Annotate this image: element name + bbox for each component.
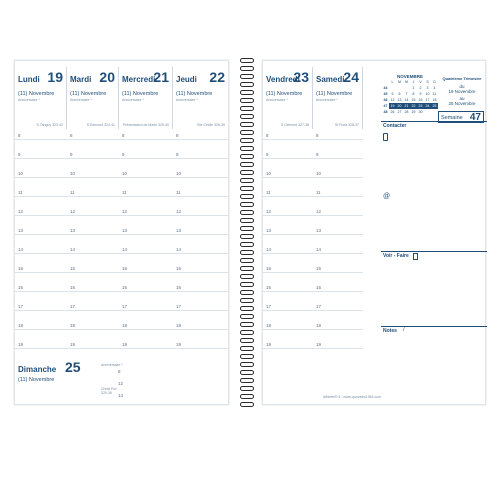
week-number: 47 [469,112,481,123]
hour-label: 11 [122,190,127,195]
todo-section-label: Voir - Faire [383,253,409,259]
spiral-coil [240,394,254,399]
hour-label: 9 [70,152,73,157]
hour-label: 13 [176,228,182,233]
spiral-coil [240,202,254,207]
mini-day: 24 [425,104,430,108]
day-name: Jeudi [176,75,197,84]
trimester-du: du [459,84,465,89]
hour-label: 11 [266,190,271,195]
hour-label: 10 [316,171,322,176]
spiral-coil [240,378,254,383]
day-name: Lundi [18,75,40,84]
day-number: 22 [209,69,225,85]
anniversary-label: Anniversaire * [122,98,144,102]
hour-line [15,196,228,197]
spiral-coil [240,250,254,255]
day-header-wednesday [119,67,173,129]
mini-week-number: 46 [383,98,388,102]
mini-day: 27 [397,110,402,114]
hour-line [263,310,363,311]
hour-label: 12 [70,209,76,214]
hour-label: 10 [266,171,272,176]
day-header-saturday [313,67,363,129]
hour-label: 14 [266,247,272,252]
notes-section-label: Notes [383,328,397,334]
hour-label: 12 [118,381,124,386]
saint-label: S.Clément 327-38 [280,123,309,127]
hour-label: 12 [176,209,182,214]
mini-day: 21 [404,104,409,108]
hour-label: 17 [316,304,322,309]
hour-line [263,291,363,292]
hour-label: 18 [266,323,272,328]
mini-day: 18 [432,98,437,102]
mini-day: 2 [419,86,422,90]
hour-label: 19 [70,342,76,347]
mini-day: 16 [418,98,423,102]
mini-weekday: V [419,80,422,84]
hour-label: 18 [70,323,76,328]
hour-label: 14 [316,247,322,252]
spiral-coil [240,314,254,319]
hour-label: 14 [18,247,24,252]
hour-label: 9 [176,152,179,157]
spiral-coil [240,218,254,223]
hour-label: 16 [316,285,322,290]
spiral-coil [240,130,254,135]
hour-label: 10 [70,171,76,176]
spiral-coil [240,330,254,335]
mini-day: 3 [426,86,429,90]
hour-label: 11 [176,190,181,195]
hour-label: 18 [176,323,182,328]
spiral-coil [240,170,254,175]
spiral-coil [240,290,254,295]
mini-day: 15 [411,98,416,102]
spiral-coil [240,282,254,287]
hour-line [263,177,363,178]
day-block-sunday [15,359,115,404]
hour-label: 9 [18,152,21,157]
hour-label: 8 [70,133,73,138]
day-number: 19 [47,69,63,85]
hour-label: 15 [176,266,182,271]
spiral-coil [240,178,254,183]
mini-day: 23 [418,104,423,108]
mini-day: 30 [418,110,423,114]
day-number: 20 [99,69,115,85]
clipboard-icon [413,253,418,260]
mini-day: 26 [390,110,395,114]
day-name: Dimanche [18,365,57,374]
trimester-title: Quatrième Trimestre [442,76,482,81]
hour-label: 16 [18,285,24,290]
hour-label: 9 [122,152,125,157]
mini-weekday: D [433,80,436,84]
hour-label: 15 [316,266,322,271]
trimester-end: 25 Novembre [448,101,476,106]
mini-day: 10 [425,92,430,96]
hour-label: 16 [70,285,76,290]
hour-label: 16 [266,285,272,290]
hour-line [263,272,363,273]
hour-line [263,196,363,197]
hour-line [263,329,363,330]
trimester-start: 19 Novembre [448,89,476,94]
mini-day [431,109,438,115]
spiral-coil [240,226,254,231]
hour-line [15,272,228,273]
spiral-coil [240,58,254,63]
spiral-coil [240,234,254,239]
mini-day: 4 [433,86,436,90]
hour-line [15,310,228,311]
hour-label: 8 [266,133,269,138]
hour-label: 16 [176,285,182,290]
spiral-coil [240,306,254,311]
spiral-coil [240,338,254,343]
day-name: Mercredi [122,75,156,84]
mini-day: 5 [391,92,394,96]
hour-line [15,348,228,349]
spiral-coil [240,362,254,367]
spiral-coil [240,346,254,351]
hour-label: 14 [176,247,182,252]
hour-label: 17 [122,304,128,309]
mini-weekday: M [398,80,401,84]
hour-label: 19 [316,342,322,347]
week-label: Semaine [441,115,463,121]
day-name: Vendredi [266,75,300,84]
trimester-block [440,76,484,106]
hour-label: 14 [70,247,76,252]
hour-label: 11 [70,190,75,195]
hour-label: 16 [122,285,128,290]
spiral-coil [240,258,254,263]
saint-label: S.Edmond 324-41 [86,123,115,127]
mini-day [424,109,431,115]
mini-week-number: 48 [383,110,388,114]
saint-label: S.Tanguy 323-42 [36,123,63,127]
hour-label: 8 [122,133,125,138]
spiral-coil [240,386,254,391]
spiral-coil [240,210,254,215]
hour-label: 19 [266,342,272,347]
hour-label: 12 [122,209,128,214]
spiral-coil [240,370,254,375]
hour-label: 12 [266,209,272,214]
hour-label: 15 [18,266,24,271]
hour-label: 8 [118,369,121,374]
mini-day: 9 [419,92,422,96]
hour-label: 8 [316,133,319,138]
day-name: Mardi [70,75,92,84]
mini-day: 13 [397,98,402,102]
hour-label: 10 [122,171,128,176]
mini-day: 14 [404,98,409,102]
mini-weekday: L [391,80,394,84]
hour-label: 17 [18,304,24,309]
saint-label: St Flora 328-37 [334,123,359,127]
day-header-thursday [173,67,228,129]
mini-day: 12 [390,98,395,102]
contact-section-label: Contacter [383,123,407,129]
spiral-coil [240,266,254,271]
pencil-icon: / [403,327,405,333]
section-divider [381,251,487,252]
hour-label: 8 [18,133,21,138]
hour-label: 13 [266,228,272,233]
hour-label: 13 [70,228,76,233]
mini-day: 17 [425,98,430,102]
day-header-monday [15,67,67,129]
hour-line [263,158,363,159]
spiral-coil [240,242,254,247]
mini-day: 7 [405,92,408,96]
hour-line [15,158,228,159]
mini-day: 20 [397,104,402,108]
hour-line [263,139,363,140]
mini-day: 22 [411,104,416,108]
spiral-coil [240,74,254,79]
hour-label: 13 [122,228,128,233]
hour-label: 18 [316,323,322,328]
mini-day: 1 [412,86,415,90]
spiral-coil [240,354,254,359]
anniversary-label: Anniversaire * [176,98,198,102]
hour-line [263,253,363,254]
spiral-coil [240,138,254,143]
spiral-coil [240,322,254,327]
hour-line [15,253,228,254]
week-badge [438,111,484,123]
mini-weekday: J [412,80,415,84]
day-header-tuesday [67,67,119,129]
hour-line [15,215,228,216]
spiral-coil [240,90,254,95]
saint-label: Christ Roi 329-36 [101,387,117,395]
anniversary-label: Anniversaire * [18,98,40,102]
hour-label: 15 [266,266,272,271]
mini-weekday: M [405,80,408,84]
hour-label: 12 [18,209,24,214]
section-divider [381,326,487,327]
mini-weekday: S [426,80,429,84]
spiral-binding [236,58,258,408]
mini-calendar-title: NOVEMBRE [396,74,423,79]
spiral-coil [240,298,254,303]
hour-line [263,215,363,216]
spiral-coil [240,98,254,103]
hour-label: 19 [122,342,128,347]
hour-label: 17 [266,304,272,309]
hour-line [15,177,228,178]
hour-label: 14 [122,247,128,252]
day-month: (11) Novembre [176,91,213,97]
saint-label: Présentation de Marie 325-40 [122,123,169,127]
at-sign-icon: @ [383,193,391,200]
mini-day: 11 [432,92,437,96]
day-number: 24 [343,69,359,85]
hour-label: 9 [266,152,269,157]
hour-label: 19 [176,342,182,347]
hour-label: 17 [70,304,76,309]
hour-label: 10 [176,171,182,176]
hour-label: 13 [118,393,124,398]
anniversary-label: Anniversaire * [70,98,92,102]
anniversary-label: Anniversaire * [316,98,338,102]
left-page [14,60,229,405]
mini-day: 29 [411,110,416,114]
spiral-coil [240,154,254,159]
publisher-footer: Affaires® 5 - www.quovadis1954.com [323,395,382,399]
day-number: 25 [65,359,81,375]
spiral-coil [240,66,254,71]
anniversary-label: Anniversaire * [266,98,288,102]
hour-line [15,234,228,235]
hour-line [263,348,363,349]
hour-line [15,329,228,330]
spiral-coil [240,106,254,111]
mini-week-number: 47 [383,104,388,108]
spiral-coil [240,114,254,119]
hour-line [15,291,228,292]
spiral-coil [240,82,254,87]
day-number: 21 [153,69,169,85]
mini-week-number: 44 [383,86,388,90]
spiral-coil [240,186,254,191]
hour-label: 8 [176,133,179,138]
spiral-coil [240,122,254,127]
day-month: (11) Novembre [316,91,353,97]
phone-icon [383,133,388,141]
anniversary-label: Anniversaire * [101,363,123,367]
mini-week-number: 45 [383,92,388,96]
day-month: (11) Novembre [266,91,303,97]
hour-label: 13 [316,228,322,233]
day-month: (11) Novembre [70,91,107,97]
hour-label: 18 [122,323,128,328]
hour-label: 15 [122,266,128,271]
mini-day: 6 [398,92,401,96]
hour-label: 15 [70,266,76,271]
mini-day: 19 [390,104,395,108]
hour-label: 13 [18,228,24,233]
hour-line [15,139,228,140]
day-header-friday [263,67,313,129]
mini-day: 8 [412,92,415,96]
hour-label: 9 [316,152,319,157]
hour-label: 11 [316,190,321,195]
spiral-coil [240,146,254,151]
spiral-coil [240,194,254,199]
mini-calendar [382,74,438,115]
day-month: (11) Novembre [122,91,159,97]
day-month: (11) Novembre [18,91,55,97]
hour-label: 19 [18,342,24,347]
hour-label: 11 [18,190,23,195]
day-name: Samedi [316,75,345,84]
mini-day: 28 [404,110,409,114]
trimester-au: au [459,96,465,101]
hour-label: 12 [316,209,322,214]
day-number: 23 [293,69,309,85]
day-month: (11) Novembre [18,377,55,383]
spiral-coil [240,162,254,167]
saint-label: Ste Cécile 326-39 [197,123,225,127]
hour-label: 10 [18,171,24,176]
mini-calendar-grid [382,79,438,115]
hour-line [263,234,363,235]
spiral-coil [240,274,254,279]
spiral-coil [240,402,254,407]
hour-label: 17 [176,304,182,309]
hour-label: 18 [18,323,24,328]
mini-day: 25 [432,104,437,108]
